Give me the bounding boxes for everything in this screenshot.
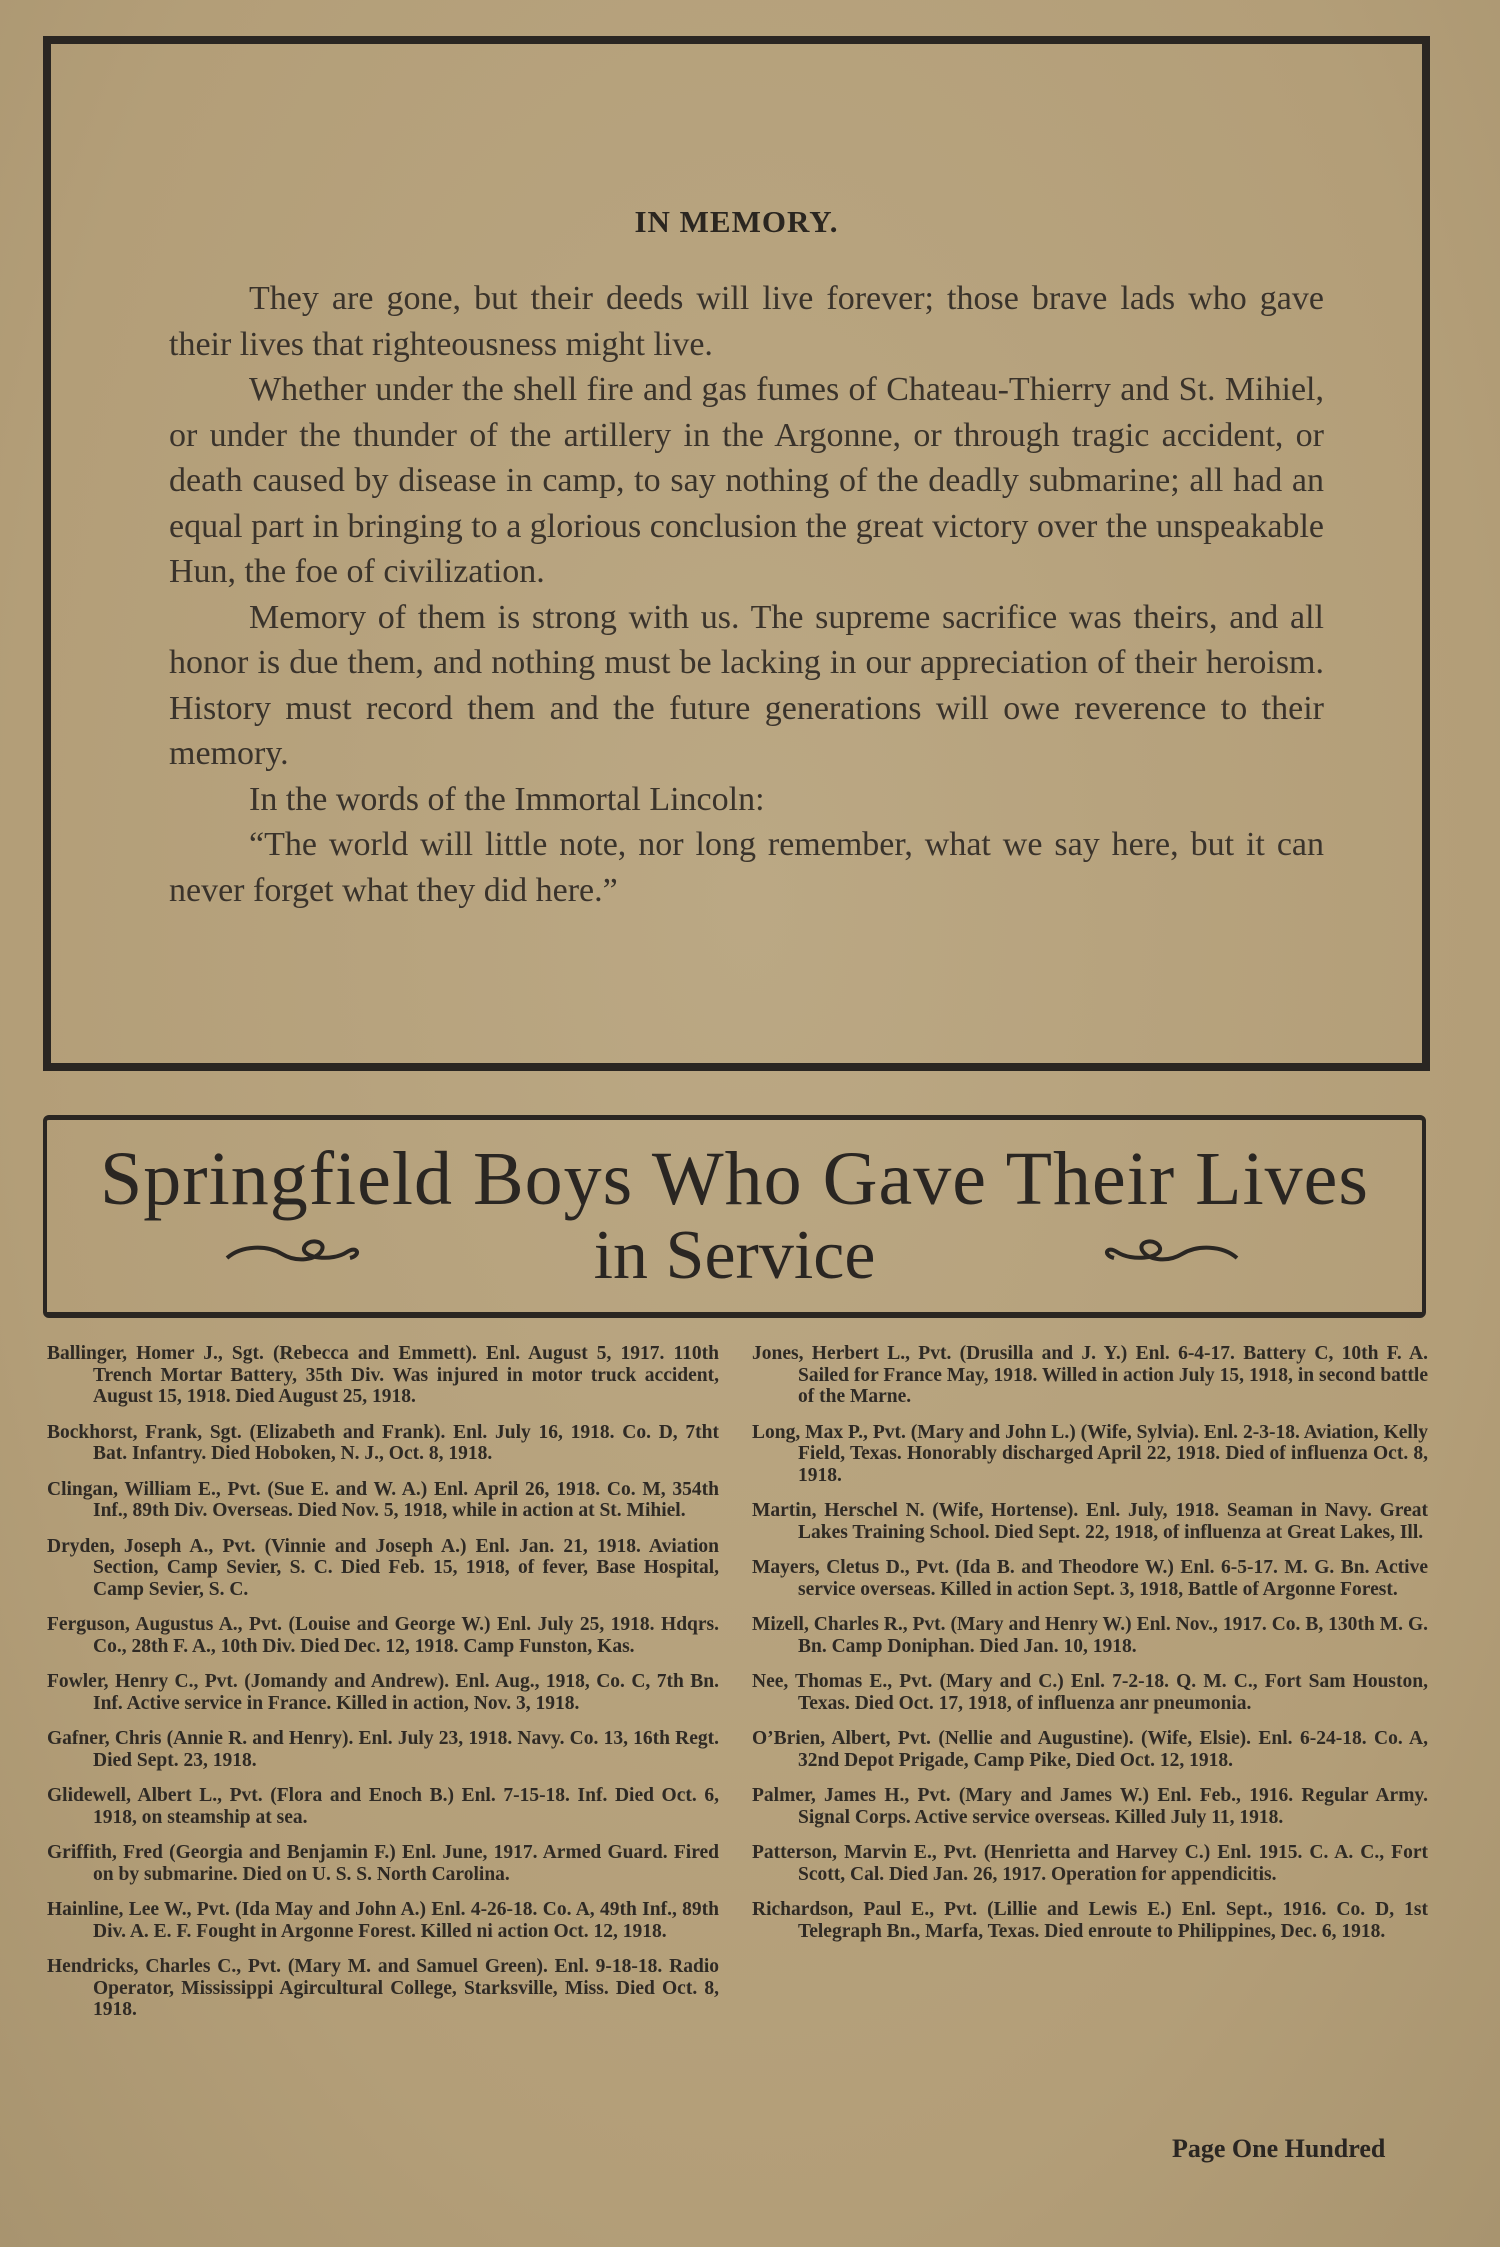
casualty-entry: Clingan, William E., Pvt. (Sue E. and W. A.) Enl. April 26, 1918. Co. M, 354th Inf., 89th Div. Overseas. Died Nov. 5, 1918, while in action at St. Mihiel. [47, 1478, 719, 1521]
casualty-entry: Glidewell, Albert L., Pvt. (Flora and Enoch B.) Enl. 7-15-18. Inf. Died Oct. 6, 1918, on steamship at sea. [47, 1785, 719, 1828]
memory-paragraph: Memory of them is strong with us. The supreme sacrifice was theirs, and all honor is due them, and nothing must be lacking in our appreciation of their heroism. History must record them and the future generations will owe reverence to their memory. [169, 598, 1324, 772]
casualty-entry: Griffith, Fred (Georgia and Benjamin F.) Enl. June, 1917. Armed Guard. Fired on by submarine. Died on U. S. S. North Carolina. [47, 1842, 719, 1885]
flourish-ornament-icon [1092, 1230, 1242, 1270]
casualty-entry: Nee, Thomas E., Pvt. (Mary and C.) Enl. 7-2-18. Q. M. C., Fort Sam Houston, Texas. Died Oct. 17, 1918, of influenza anr pneumonia. [752, 1671, 1428, 1714]
casualty-entry: Mayers, Cletus D., Pvt. (Ida B. and Theodore W.) Enl. 6-5-17. M. G. Bn. Active service overseas. Killed in action Sept. 3, 1918, Battle of Argonne Forest. [752, 1557, 1428, 1600]
casualty-entry: Bockhorst, Frank, Sgt. (Elizabeth and Frank). Enl. July 16, 1918. Co. D, 7tht Bat. Infantry. Died Hoboken, N. J., Oct. 8, 1918. [47, 1421, 719, 1464]
memory-paragraph: They are gone, but their deeds will live forever; those brave lads who gave their lives that righteousness might live. [169, 280, 1324, 363]
casualty-entry: Patterson, Marvin E., Pvt. (Henrietta and Harvey C.) Enl. 1915. C. A. C., Fort Scott, Cal. Died Jan. 26, 1917. Operation for appendicitis. [752, 1842, 1428, 1885]
casualty-entry: Mizell, Charles R., Pvt. (Mary and Henry W.) Enl. Nov., 1917. Co. B, 130th M. G. Bn. Camp Doniphan. Died Jan. 10, 1918. [752, 1614, 1428, 1657]
flourish-ornament-icon [222, 1230, 372, 1270]
casualty-entry: Hendricks, Charles C., Pvt. (Mary M. and Samuel Green). Enl. 9-18-18. Radio Operator, Mississippi Agircultural College, Starksville, Miss. Died Oct. 8, 1918. [47, 1956, 719, 2020]
casualty-entry: Gafner, Chris (Annie R. and Henry). Enl. July 23, 1918. Navy. Co. 13, 16th Regt. Died Sept. 23, 1918. [47, 1728, 719, 1771]
casualty-entry: Jones, Herbert L., Pvt. (Drusilla and J. Y.) Enl. 6-4-17. Battery C, 10th F. A. Sailed for France May, 1918. Willed in action July 15, 1918, in second battle of the Marne. [752, 1343, 1428, 1407]
service-title-line1: Springfield Boys Who Gave Their Lives [100, 1137, 1369, 1221]
memory-quote: “The world will little note, nor long remember, what we say here, but it can never forget what they did here.” [169, 826, 1324, 909]
memory-body [169, 276, 1324, 913]
casualty-list-right [752, 1343, 1428, 1956]
casualty-entry: Dryden, Joseph A., Pvt. (Vinnie and Joseph A.) Enl. Jan. 21, 1918. Aviation Section, Camp Sevier, S. C. Died Feb. 15, 1918, of fever, Base Hospital, Camp Sevier, S. C. [47, 1535, 719, 1600]
casualty-entry: Fowler, Henry C., Pvt. (Jomandy and Andrew). Enl. Aug., 1918, Co. C, 7th Bn. Inf. Active service in France. Killed in action, Nov. 3, 1918. [47, 1671, 719, 1714]
casualty-entry: Long, Max P., Pvt. (Mary and John L.) (Wife, Sylvia). Enl. 2-3-18. Aviation, Kelly Field, Texas. Honorably discharged April 22, 1918. Died of influenza Oct. 8, 1918. [752, 1421, 1428, 1486]
casualty-entry: Ballinger, Homer J., Sgt. (Rebecca and Emmett). Enl. August 5, 1917. 110th Trench Mortar Battery, 35th Div. Was injured in motor truck accident, August 15, 1918. Died August 25, 1918. [47, 1343, 719, 1407]
casualty-entry: Richardson, Paul E., Pvt. (Lillie and Lewis E.) Enl. Sept., 1916. Co. D, 1st Telegraph Bn., Marfa, Texas. Died enroute to Philippines, Dec. 6, 1918. [752, 1899, 1428, 1942]
casualty-entry: Martin, Herschel N. (Wife, Hortense). Enl. July, 1918. Seaman in Navy. Great Lakes Training School. Died Sept. 22, 1918, of influenza at Great Lakes, Ill. [752, 1500, 1428, 1543]
casualty-entry: O’Brien, Albert, Pvt. (Nellie and Augustine). (Wife, Elsie). Enl. 6-24-18. Co. A, 32nd Depot Prigade, Camp Pike, Died Oct. 12, 1918. [752, 1728, 1428, 1771]
page-number: Page One Hundred [1172, 2134, 1386, 2163]
casualty-entry: Palmer, James H., Pvt. (Mary and James W.) Enl. Feb., 1916. Regular Army. Signal Corps. Active service overseas. Killed July 11, 1918. [752, 1785, 1428, 1828]
memory-title: IN MEMORY. [634, 204, 839, 239]
memory-paragraph: In the words of the Immortal Lincoln: [249, 780, 765, 818]
service-heading-box [43, 1115, 1426, 1318]
service-title-line2: in Service [593, 1217, 876, 1294]
casualty-list-left [47, 1343, 719, 2035]
casualty-entry: Hainline, Lee W., Pvt. (Ida May and John A.) Enl. 4-26-18. Co. A, 49th Inf., 89th Div. A. E. F. Fought in Argonne Forest. Killed ni action Oct. 12, 1918. [47, 1899, 719, 1942]
casualty-entry: Ferguson, Augustus A., Pvt. (Louise and George W.) Enl. July 25, 1918. Hdqrs. Co., 28th F. A., 10th Div. Died Dec. 12, 1918. Camp Funston, Kas. [47, 1614, 719, 1657]
in-memory-box [43, 36, 1430, 1071]
memory-paragraph: Whether under the shell fire and gas fumes of Chateau-Thierry and St. Mihiel, or under the thunder of the artillery in the Argonne, or through tragic accident, or death caused by disease in camp, to say nothing of the deadly submarine; all had an equal part in bringing to a glorious conclusion the great victory over the unspeakable Hun, the foe of civilization. [169, 371, 1324, 590]
